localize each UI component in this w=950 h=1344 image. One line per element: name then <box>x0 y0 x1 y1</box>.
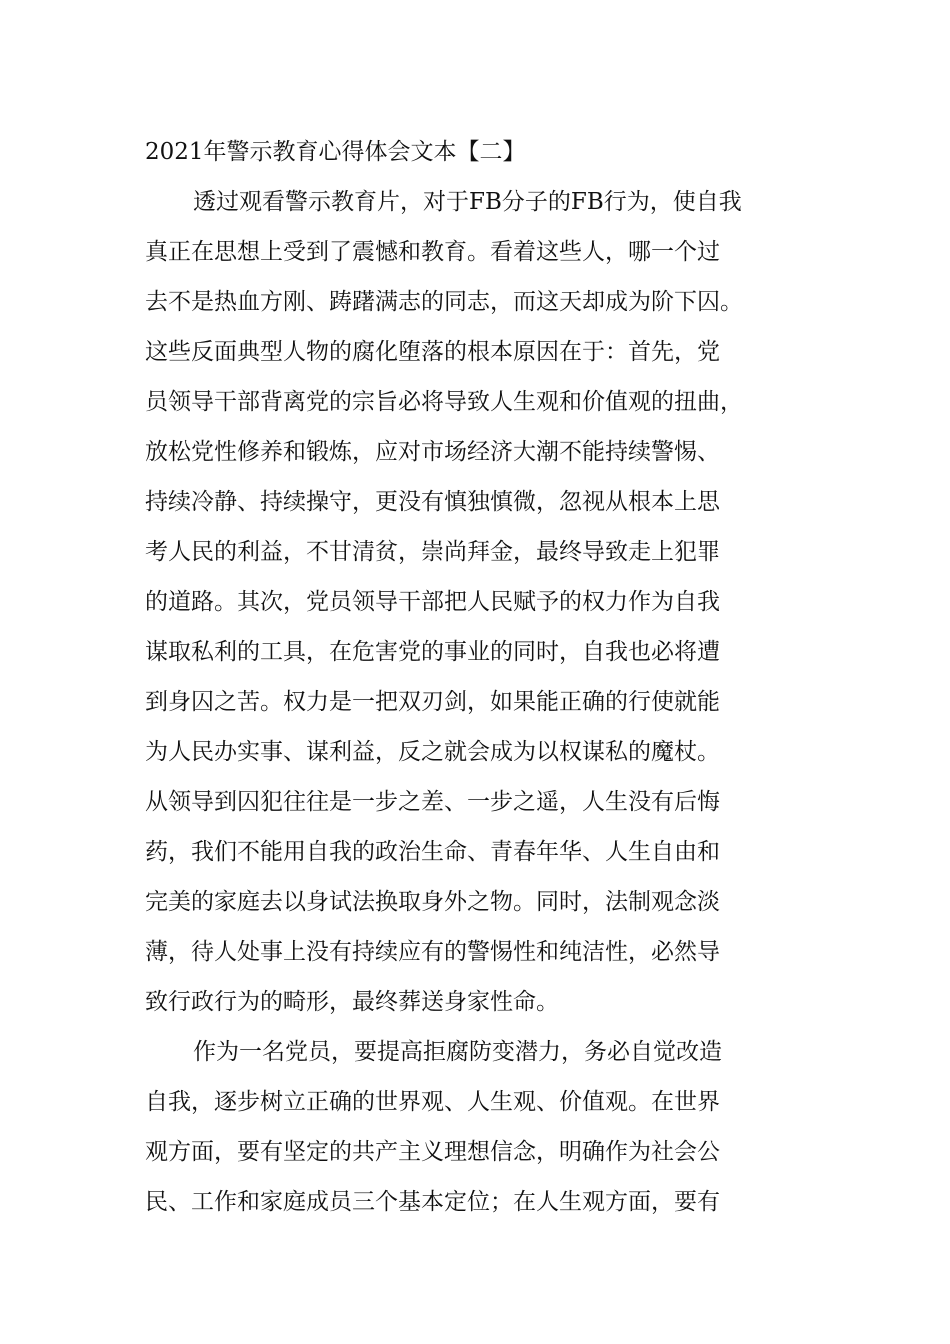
text-line: 致行政行为的畸形，最终葬送身家性命。 <box>145 989 559 1015</box>
text-line: 透过观看警示教育片，对于FB分子的FB行为，使自我 <box>193 189 742 215</box>
text-line: 这些反面典型人物的腐化堕落的根本原因在于：首先，党 <box>145 339 720 365</box>
text-line: 为人民办实事、谋利益，反之就会成为以权谋私的魔杖。 <box>145 739 720 765</box>
text-line: 观方面，要有坚定的共产主义理想信念，明确作为社会公 <box>145 1139 720 1165</box>
text-line: 放松党性修养和锻炼，应对市场经济大潮不能持续警惕、 <box>145 439 720 465</box>
document-title: 2021年警示教育心得体会文本【二】 <box>145 139 526 165</box>
text-line: 民、工作和家庭成员三个基本定位；在人生观方面，要有 <box>145 1189 720 1215</box>
text-line: 从领导到囚犯往往是一步之差、一步之遥，人生没有后悔 <box>145 789 720 815</box>
text-line: 持续冷静、持续操守，更没有慎独慎微，忽视从根本上思 <box>145 489 720 515</box>
text-line: 薄，待人处事上没有持续应有的警惕性和纯洁性，必然导 <box>145 939 720 965</box>
text-line: 的道路。其次，党员领导干部把人民赋予的权力作为自我 <box>145 589 720 615</box>
text-line: 真正在思想上受到了震憾和教育。看着这些人，哪一个过 <box>145 239 720 265</box>
text-line: 自我，逐步树立正确的世界观、人生观、价值观。在世界 <box>145 1089 720 1115</box>
text-line: 谋取私利的工具，在危害党的事业的同时，自我也必将遭 <box>145 639 720 665</box>
text-line: 到身囚之苦。权力是一把双刃剑，如果能正确的行使就能 <box>145 689 720 715</box>
text-line: 考人民的利益，不甘清贫，崇尚拜金，最终导致走上犯罪 <box>145 539 720 565</box>
text-line: 完美的家庭去以身试法换取身外之物。同时，法制观念淡 <box>145 889 720 915</box>
text-line: 去不是热血方刚、踌躇满志的同志，而这天却成为阶下囚。 <box>145 289 743 315</box>
text-line: 药，我们不能用自我的政治生命、青春年华、人生自由和 <box>145 839 720 865</box>
text-line: 作为一名党员，要提高拒腐防变潜力，务必自觉改造 <box>193 1039 722 1065</box>
text-line: 员领导干部背离党的宗旨必将导致人生观和价值观的扭曲， <box>145 389 743 415</box>
